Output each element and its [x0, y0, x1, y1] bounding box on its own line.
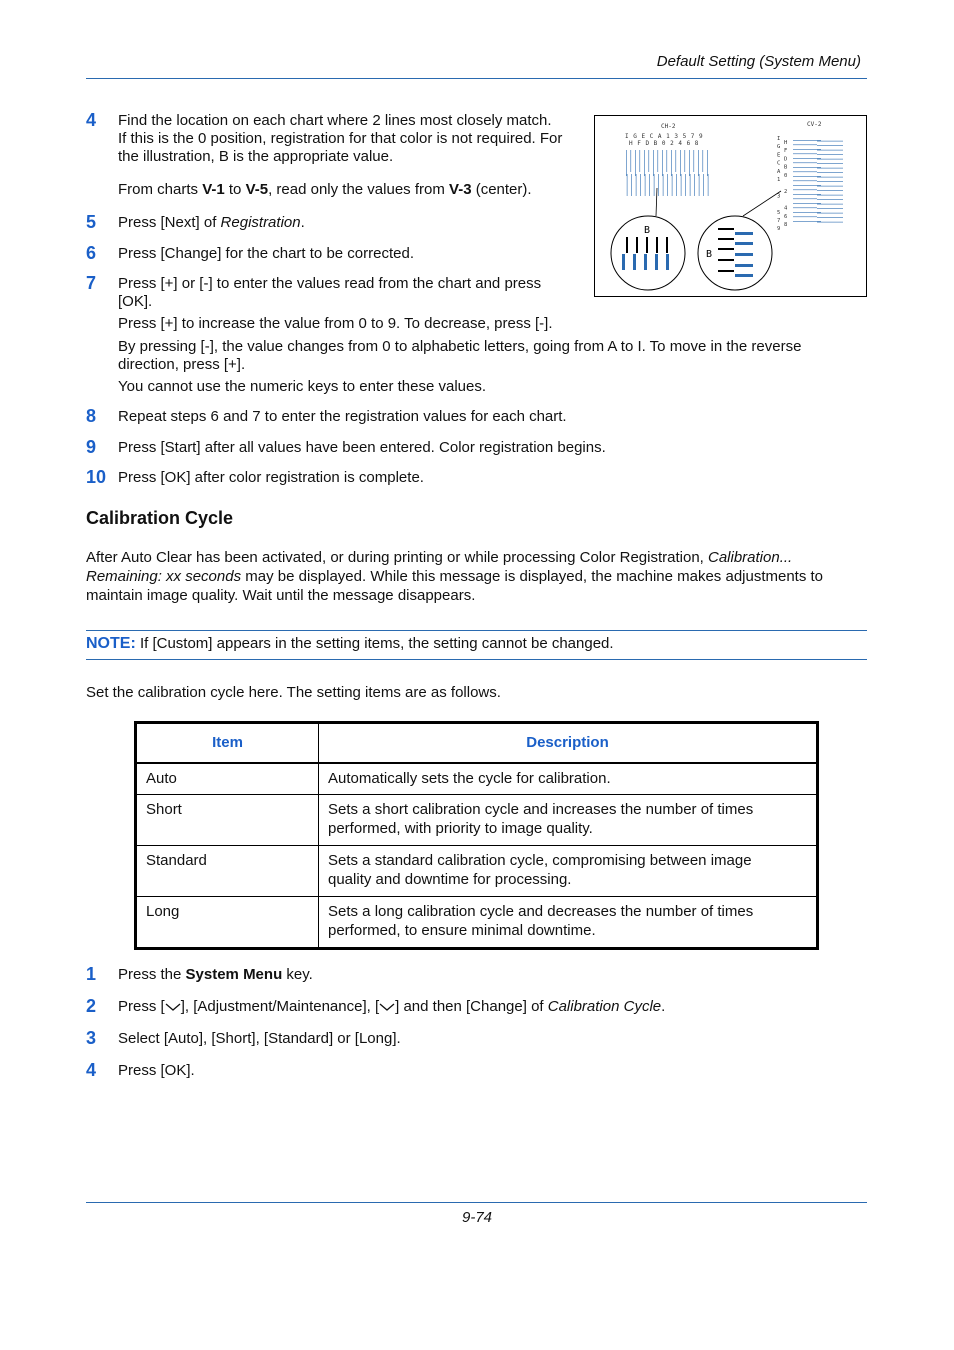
step-text: Press the System Menu key.	[118, 966, 313, 983]
note-rule-top	[86, 630, 867, 631]
ch-line-bottom	[708, 174, 709, 196]
ch-line-top	[671, 150, 672, 176]
table-intro: Set the calibration cycle here. The setting items are as follows.	[86, 684, 501, 701]
ch-row1-labels: I G E C A 1 3 5 7 9	[625, 133, 704, 140]
ch-line-top	[676, 150, 677, 172]
table-header-description: Description	[319, 723, 818, 763]
step-text: Press [OK].	[118, 1062, 195, 1079]
cv-col1-label: C	[777, 160, 781, 167]
cv-line-left	[793, 154, 817, 155]
cv-line-right	[817, 177, 843, 178]
ch-line-top	[667, 150, 668, 172]
ch-line-bottom	[699, 174, 700, 196]
ch-line-top	[649, 150, 650, 172]
cv-col2-label: B	[784, 164, 788, 171]
step-number: 7	[86, 273, 97, 293]
cv-col2-labels	[784, 140, 788, 228]
cv-line-right	[817, 204, 843, 205]
cv-line-right	[817, 190, 843, 191]
table-row	[136, 795, 818, 846]
ch-line-top	[703, 150, 704, 172]
cv-line-left	[793, 217, 817, 218]
ch-line-top	[635, 150, 636, 176]
ch-line-bottom	[694, 174, 695, 196]
ch-line-top	[685, 150, 686, 172]
cv-line-left	[793, 199, 817, 200]
ch-line-bottom	[663, 174, 664, 196]
table-cell-item: Auto	[136, 763, 319, 795]
magnifier-right-label: B	[706, 249, 713, 260]
cv-col1-labels	[777, 136, 781, 232]
cv-line-left	[793, 221, 821, 222]
note-label: NOTE:	[86, 635, 136, 652]
cv-line-left	[793, 203, 821, 204]
cv-line-left	[793, 149, 821, 150]
callout-pointer-left	[656, 188, 657, 216]
cv-line-left	[793, 212, 821, 213]
cv-line-left	[793, 158, 821, 159]
cv-line-left	[793, 190, 817, 191]
cv-col1-label: A	[777, 168, 781, 175]
cv-chart-lines	[793, 140, 843, 222]
cv-col1-label: 1	[777, 177, 781, 183]
cv-col2-label: H	[784, 140, 788, 146]
cv-col1-label: 5	[777, 209, 781, 216]
ch-line-bottom	[690, 174, 691, 196]
table-cell-description: Sets a long calibration cycle and decreases the number of times performed, to ensure minimal downtime.	[319, 897, 818, 949]
step-text	[118, 275, 541, 311]
cv-line-right	[817, 199, 843, 200]
cv-line-right	[817, 195, 843, 196]
step-text	[118, 112, 562, 166]
cv-line-right	[817, 168, 843, 169]
ch-line-top	[640, 150, 641, 172]
ch-line-bottom	[672, 174, 673, 196]
cv-line-right	[817, 154, 843, 155]
ch-line-bottom	[649, 174, 650, 196]
ch-line-bottom	[631, 174, 632, 196]
cv-col1-label: 3	[777, 193, 781, 200]
step-text: Press [Next] of Registration.	[118, 214, 305, 231]
chevron-down-icon	[379, 1002, 395, 1012]
ch-line-bottom	[681, 174, 682, 196]
step-text: Press [Change] for the chart to be corrected.	[118, 245, 414, 262]
footer-rule	[86, 1202, 867, 1203]
cv-col1-label: I	[777, 136, 781, 142]
chevron-down-icon	[165, 1002, 181, 1012]
cv-line-right	[817, 159, 843, 160]
step-line: Press [+] or [-] to enter the values read from the chart and press	[118, 275, 542, 292]
table-row	[136, 846, 818, 897]
header-rule	[86, 78, 867, 79]
table-row	[136, 763, 818, 795]
table-cell-item: Standard	[136, 846, 319, 897]
table-cell-description: Automatically sets the cycle for calibration.	[319, 763, 818, 795]
step-note: By pressing [-], the value changes from 0 to alphabetic letters, going from A to I. To move in the reverse direction, press [+].	[118, 338, 802, 373]
step-number: 6	[86, 243, 97, 263]
cv-line-right	[817, 163, 843, 164]
step-number: 8	[86, 406, 97, 426]
note-rule-bottom	[86, 659, 867, 660]
cv-line-right	[817, 186, 843, 187]
table-header-item: Item	[136, 723, 319, 763]
step-line: Find the location on each chart where 2 lines most closely match.	[118, 112, 552, 129]
ch-line-bottom	[658, 174, 659, 196]
ch-line-top	[680, 150, 681, 176]
cv-line-left	[793, 167, 821, 168]
note	[86, 634, 614, 653]
intro-paragraph: After Auto Clear has been activated, or during printing or while processing Color Registration, Calibration... Remaining: xx seconds may be displayed. While this message is displayed, the machine makes adjustments to maintain image quality. Wait until the message disappears.	[86, 549, 824, 604]
step-subnote: From charts V-1 to V-5, read only the values from V-3 (center).	[118, 181, 532, 198]
cv-line-left	[793, 140, 821, 141]
step-number: 5	[86, 212, 97, 232]
ch-line-bottom	[640, 174, 641, 196]
ch-chart-label: CH-2	[661, 123, 676, 130]
ch-line-top	[662, 150, 663, 176]
cv-line-left	[793, 163, 817, 164]
cv-col1-label: 7	[777, 218, 781, 224]
step-number: 10	[86, 467, 107, 487]
cv-line-left	[793, 145, 817, 146]
cv-line-right	[817, 150, 843, 151]
step-text: Press [OK] after color registration is complete.	[118, 469, 424, 486]
cv-line-right	[817, 217, 843, 218]
ch-line-top	[653, 150, 654, 176]
cv-line-left	[793, 208, 817, 209]
step-number: 4	[86, 110, 97, 130]
registration-chart-figure	[594, 115, 867, 297]
cv-line-right	[817, 181, 843, 182]
cv-col2-label: 2	[784, 189, 788, 196]
page-number: 9-74	[461, 1209, 493, 1226]
cv-line-left	[793, 185, 821, 186]
table-cell-description: Sets a standard calibration cycle, compromising between image quality and downtime for processing.	[319, 846, 818, 897]
ch-line-bottom	[703, 174, 704, 196]
step-note: Press [+] to increase the value from 0 to 9. To decrease, press [-].	[118, 315, 553, 332]
cv-col2-label: 0	[784, 172, 788, 179]
table-cell-item: Short	[136, 795, 319, 846]
cv-col2-label: F	[784, 148, 788, 155]
step-number: 9	[86, 437, 97, 457]
cv-line-right	[817, 208, 843, 209]
step-note: You cannot use the numeric keys to enter these values.	[118, 378, 487, 395]
step-number: 1	[86, 964, 97, 984]
step-line: If this is the 0 position, registration for that color is not required. For	[118, 130, 563, 147]
cv-col1-label: G	[777, 144, 781, 151]
ch-chart-lines	[626, 150, 708, 196]
cv-col1-label: E	[777, 152, 781, 159]
cv-line-left	[793, 176, 821, 177]
ch-line-top	[626, 150, 627, 176]
step-number: 3	[86, 1028, 97, 1048]
ch-line-top	[644, 150, 645, 176]
ch-line-top	[707, 150, 708, 176]
ch-line-top	[631, 150, 632, 172]
step-text: Select [Auto], [Short], [Standard] or [Long].	[118, 1030, 401, 1047]
cv-line-left	[793, 181, 817, 182]
cv-col2-label: 6	[784, 213, 788, 220]
cv-line-right	[817, 141, 843, 142]
table-header-row	[136, 723, 818, 763]
cv-col2-label: 4	[784, 205, 788, 212]
step-line: [OK].	[118, 293, 153, 310]
cv-line-right	[817, 222, 843, 223]
registration-chart-illustration	[595, 116, 866, 296]
cv-col1-label: 9	[777, 226, 781, 233]
calibration-settings-table	[134, 721, 819, 950]
ch-line-bottom	[667, 174, 668, 196]
step-number: 4	[86, 1060, 97, 1080]
ch-line-top	[698, 150, 699, 176]
note-text: If [Custom] appears in the setting items, the setting cannot be changed.	[135, 635, 614, 652]
ch-line-top	[689, 150, 690, 176]
cv-col2-label: D	[784, 156, 788, 163]
ch-line-bottom	[685, 174, 686, 196]
cv-line-left	[793, 194, 821, 195]
step-number: 2	[86, 996, 97, 1016]
table-row	[136, 897, 818, 949]
cv-line-right	[817, 213, 843, 214]
step-text: Press [ ], [Adjustment/Maintenance], [ ] and then [Change] of Calibration Cycle.	[118, 998, 666, 1015]
magnifier-left-label: B	[644, 225, 651, 236]
ch-line-top	[694, 150, 695, 172]
ch-row2-labels: H F D B 0 2 4 6 8	[629, 140, 699, 147]
table-cell-item: Long	[136, 897, 319, 949]
cv-line-left	[793, 172, 817, 173]
ch-line-top	[658, 150, 659, 172]
cv-line-right	[817, 172, 843, 173]
cv-col2-label: 8	[784, 222, 788, 228]
step-text: Repeat steps 6 and 7 to enter the registration values for each chart.	[118, 408, 567, 425]
ch-line-bottom	[676, 174, 677, 196]
section-heading: Calibration Cycle	[86, 508, 234, 528]
step-line: the illustration, B is the appropriate value.	[118, 148, 394, 165]
ch-line-bottom	[636, 174, 637, 196]
cv-line-right	[817, 145, 843, 146]
step-text: Press [Start] after all values have been entered. Color registration begins.	[118, 439, 606, 456]
callout-pointer-right	[743, 191, 781, 216]
ch-line-bottom	[654, 174, 655, 196]
page-header-title: Default Setting (System Menu)	[656, 53, 861, 70]
table-cell-description: Sets a short calibration cycle and increases the number of times performed, with priority to image quality.	[319, 795, 818, 846]
cv-chart-label: CV-2	[807, 121, 822, 128]
ch-line-bottom	[645, 174, 646, 196]
ch-line-bottom	[627, 174, 628, 196]
